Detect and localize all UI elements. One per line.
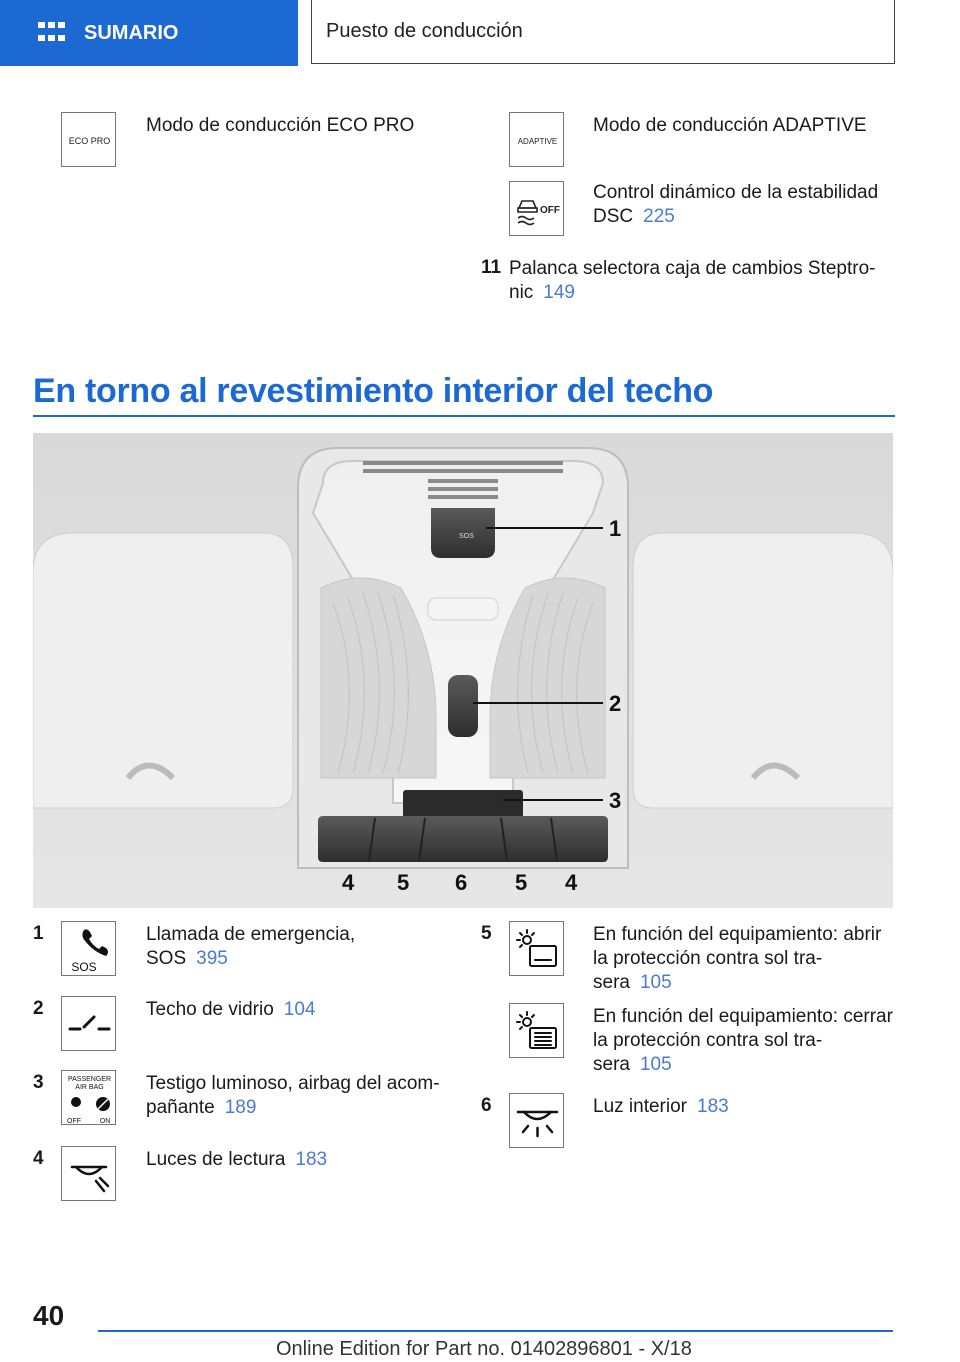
steptronic-line2: nic <box>509 282 534 303</box>
legend-1-number: 1 <box>33 923 44 944</box>
legend-3-line2: pañante <box>146 1097 215 1118</box>
interior-light-icon <box>509 1093 564 1148</box>
grid-menu-icon <box>38 22 66 44</box>
dsc-text-line2: DSC <box>593 206 634 227</box>
legend-5-text <box>593 923 881 995</box>
legend-2-number: 2 <box>33 998 44 1019</box>
legend-6-text <box>593 1095 729 1119</box>
steptronic-line1: Palanca selectora caja de cambios Steptro- <box>509 258 876 279</box>
legend-2-page-link[interactable]: 104 <box>283 999 316 1020</box>
section-heading: En torno al revestimiento interior del techo <box>33 372 714 410</box>
legend-1-line1: Llamada de emergencia, <box>146 924 356 945</box>
dsc-off-icon <box>509 181 564 236</box>
callout-5-left: 5 <box>397 870 410 895</box>
glass-roof-icon <box>61 996 116 1051</box>
legend-6-page-link[interactable]: 183 <box>697 1096 729 1117</box>
legend-4-line1: Luces de lectura <box>146 1149 286 1170</box>
legend-4-page-link[interactable]: 183 <box>295 1149 328 1170</box>
dsc-text-line1: Control dinámico de la estabilidad <box>593 182 879 203</box>
legend-3-number: 3 <box>33 1072 44 1093</box>
airbag-icon-label2: AIR BAG <box>75 1084 104 1091</box>
eco-pro-icon <box>61 112 116 167</box>
sumario-button[interactable] <box>0 0 298 66</box>
edition-text: Online Edition for Part no. 01402896801 - X/18 <box>276 1338 692 1360</box>
legend-5b-line3: sera <box>593 1054 630 1075</box>
legend-5b-page-link[interactable]: 105 <box>639 1054 672 1075</box>
callout-4-right: 4 <box>565 870 578 895</box>
eco-pro-text: Modo de conducción ECO PRO <box>146 115 415 136</box>
sos-icon-label: SOS <box>71 960 97 974</box>
callout-5-right: 5 <box>515 870 528 895</box>
reading-light-icon <box>61 1146 116 1201</box>
legend-6-number: 6 <box>481 1095 492 1116</box>
legend-5-line2: la protección contra sol tra- <box>593 948 823 969</box>
legend-5-page-link[interactable]: 105 <box>639 972 672 993</box>
dsc-text <box>593 181 878 229</box>
airbag-icon-on: ON <box>99 1118 111 1125</box>
sos-call-icon <box>61 921 116 976</box>
passenger-airbag-icon <box>61 1070 116 1125</box>
dsc-page-link[interactable]: 225 <box>643 206 675 227</box>
eco-pro-icon-label: ECO PRO <box>68 136 111 146</box>
callout-3: 3 <box>609 788 622 813</box>
section-title: Puesto de conducción <box>326 20 523 42</box>
legend-2-text <box>146 998 316 1022</box>
airbag-icon-label1: PASSENGER <box>67 1076 112 1083</box>
legend-5b-text <box>593 1005 893 1077</box>
section-title-box <box>311 0 895 64</box>
legend-5b-line1: En función del equipamiento: cerrar <box>593 1006 893 1027</box>
sumario-label: SUMARIO <box>84 21 179 44</box>
sunblind-close-icon <box>509 1003 564 1058</box>
callout-2: 2 <box>609 691 622 716</box>
legend-3-text <box>146 1072 440 1120</box>
adaptive-text: Modo de conducción ADAPTIVE <box>593 115 867 136</box>
legend-5-line3: sera <box>593 972 630 993</box>
sos-button-label: SOS <box>459 533 474 540</box>
legend-1-text <box>146 923 355 971</box>
legend-3-line1: Testigo luminoso, airbag del acom- <box>146 1073 440 1094</box>
adaptive-icon <box>509 112 564 167</box>
heading-rule <box>33 415 895 417</box>
legend-5-number: 5 <box>481 923 492 944</box>
sunblind-open-icon <box>509 921 564 976</box>
legend-6-line1: Luz interior <box>593 1096 687 1117</box>
overhead-console-photo <box>33 433 893 908</box>
callout-1: 1 <box>609 516 622 541</box>
dsc-off-label: OFF <box>540 205 560 216</box>
legend-1-page-link[interactable]: 395 <box>196 948 228 969</box>
legend-4-number: 4 <box>33 1148 44 1169</box>
legend-1-line2: SOS <box>146 948 187 969</box>
steptronic-page-link[interactable]: 149 <box>543 282 575 303</box>
legend-2-line1: Techo de vidrio <box>146 999 274 1020</box>
item-11-number: 11 <box>481 257 502 278</box>
page-number: 40 <box>33 1300 65 1331</box>
airbag-icon-off: OFF <box>67 1118 81 1125</box>
legend-3-page-link[interactable]: 189 <box>224 1097 257 1118</box>
legend-4-text <box>146 1148 327 1172</box>
legend-5b-line2: la protección contra sol tra- <box>593 1030 823 1051</box>
callout-4-left: 4 <box>342 870 355 895</box>
footer-rule <box>98 1330 893 1332</box>
steptronic-text <box>509 257 875 305</box>
callout-6: 6 <box>455 870 468 895</box>
adaptive-icon-label: ADAPTIVE <box>517 137 558 146</box>
legend-5-line1: En función del equipamiento: abrir <box>593 924 882 945</box>
